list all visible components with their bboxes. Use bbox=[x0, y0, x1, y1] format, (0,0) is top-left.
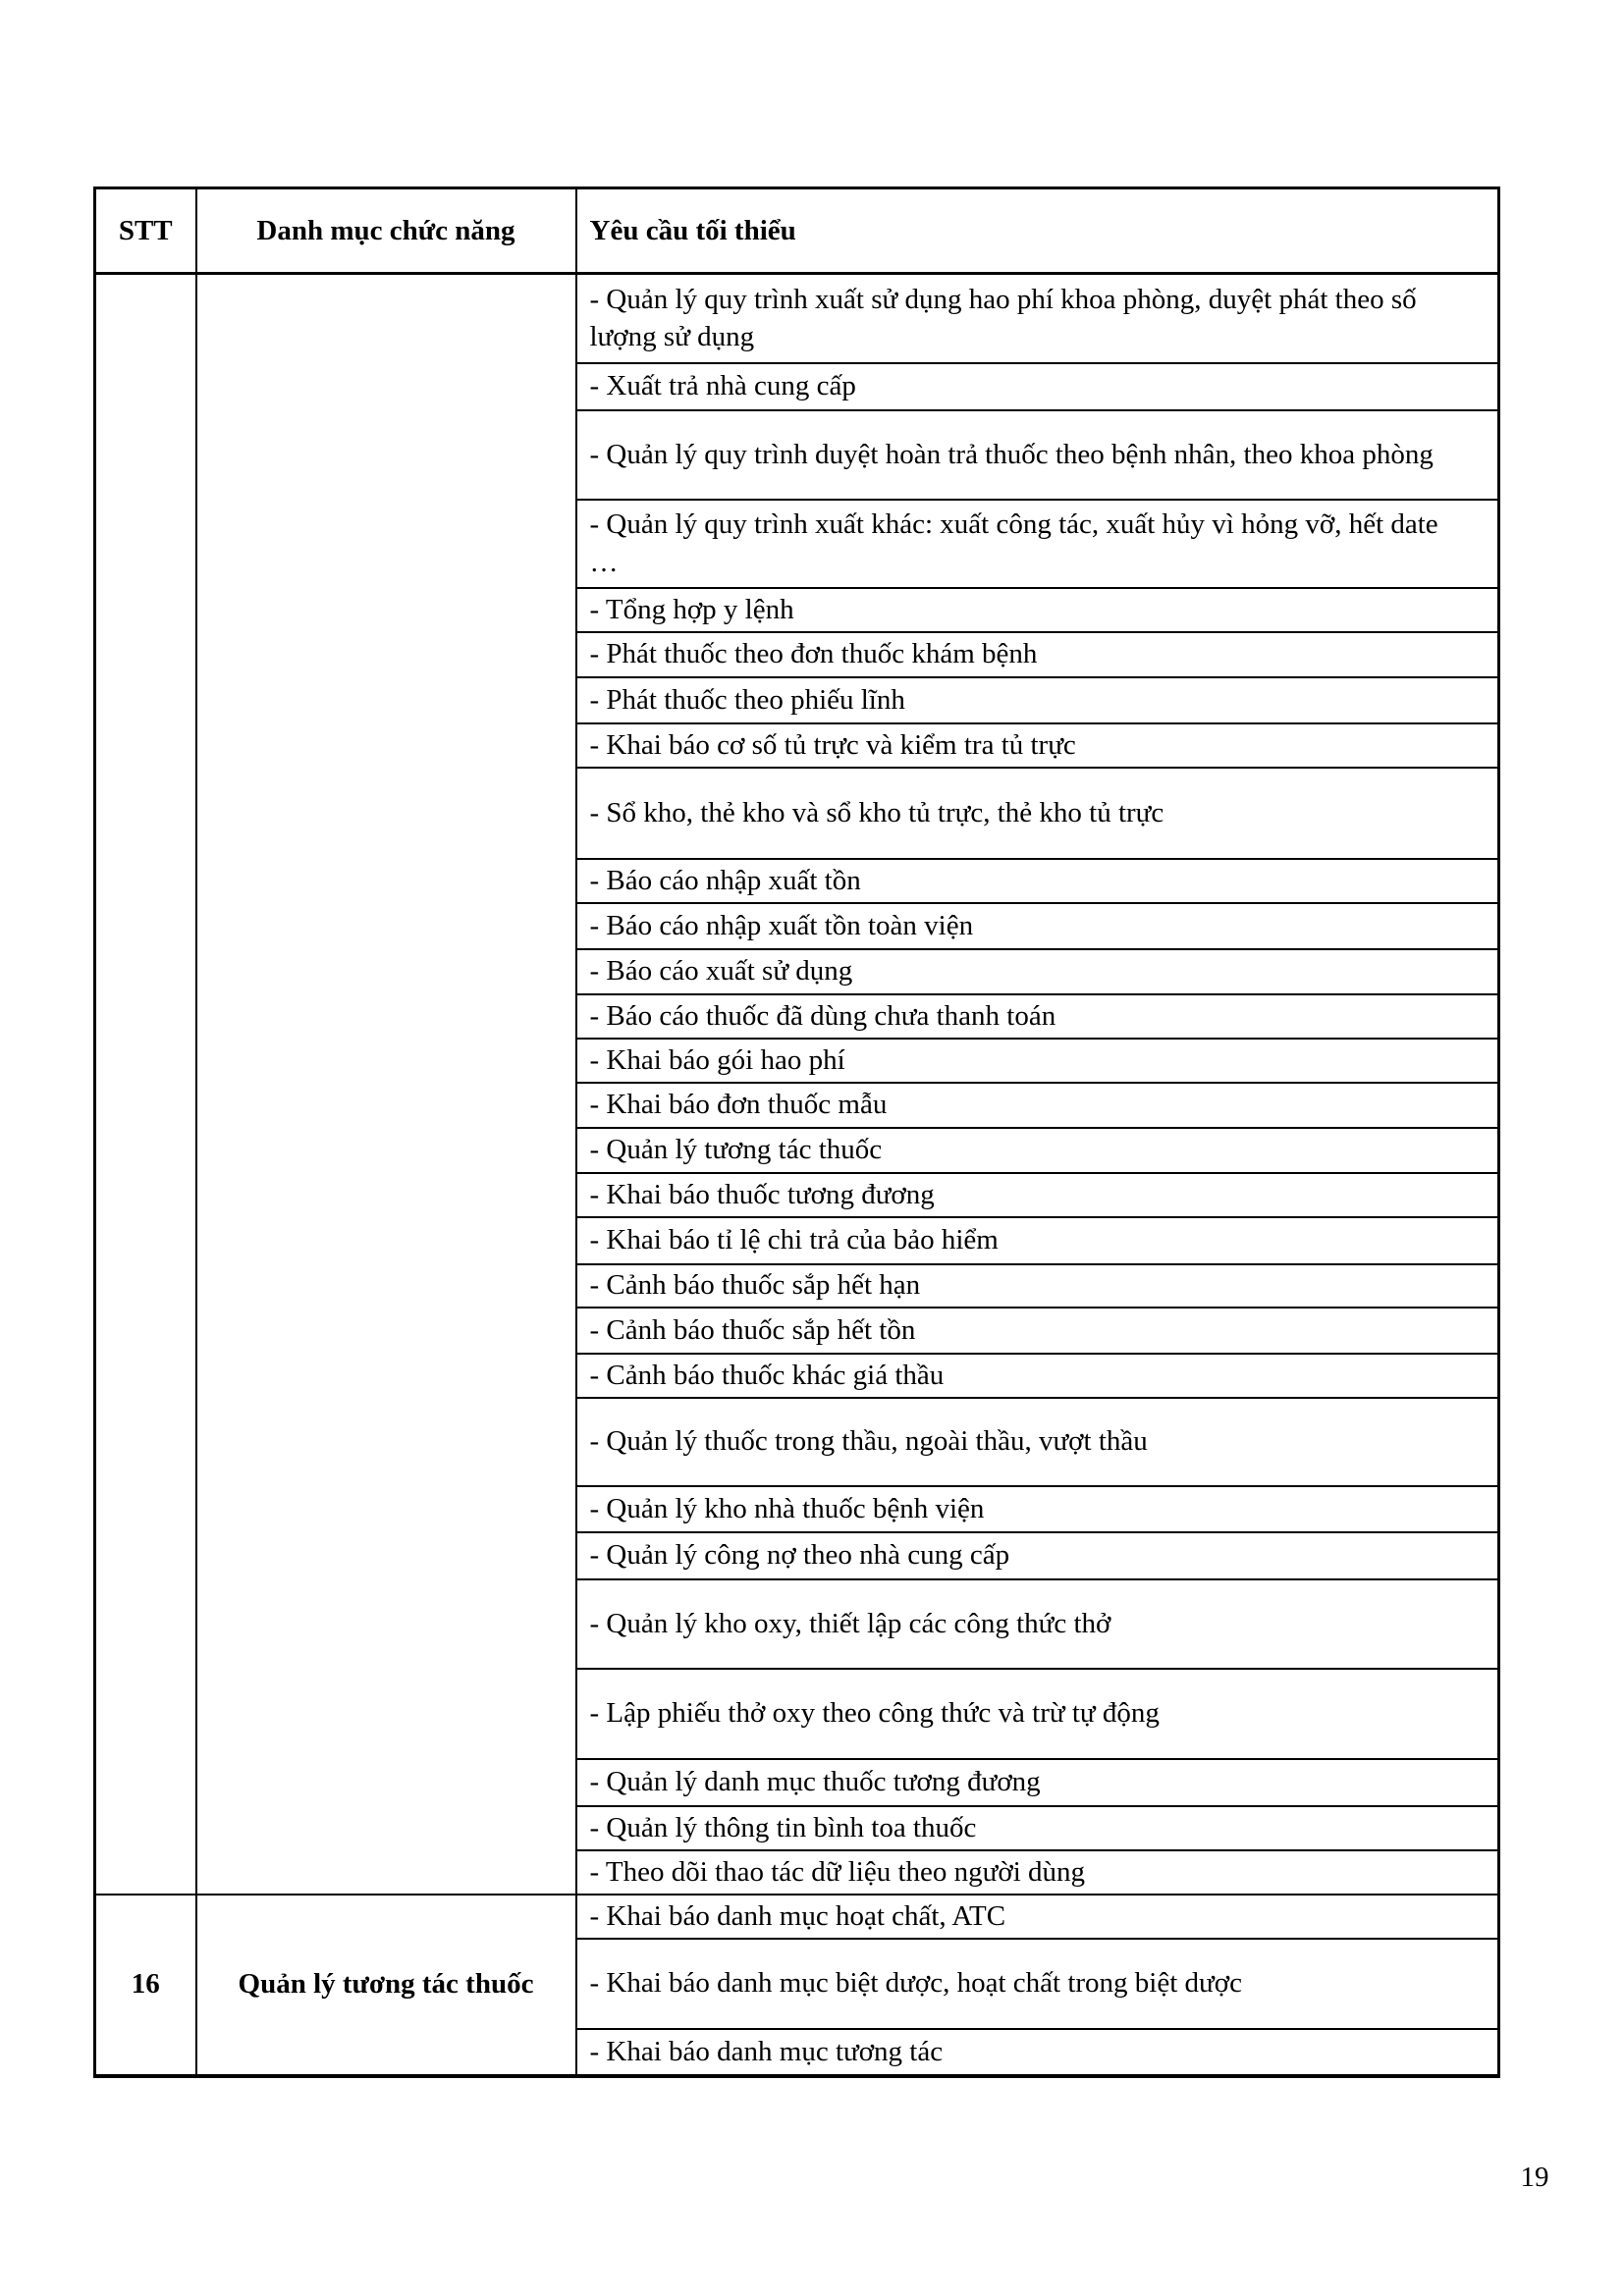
requirement-cell: - Lập phiếu thở oxy theo công thức và trừ tự động bbox=[576, 1669, 1499, 1759]
requirement-cell: - Theo dõi thao tác dữ liệu theo người dùng bbox=[576, 1850, 1499, 1895]
requirement-cell: - Quản lý kho oxy, thiết lập các công thức thở bbox=[576, 1579, 1499, 1669]
requirement-cell: - Quản lý quy trình duyệt hoàn trả thuốc theo bệnh nhân, theo khoa phòng bbox=[576, 410, 1499, 500]
stt-cell: 16 bbox=[95, 1895, 196, 2076]
header-cell-stt: STT bbox=[95, 188, 196, 274]
function-requirements-table bbox=[93, 187, 1500, 2078]
requirement-cell: - Xuất trả nhà cung cấp bbox=[576, 363, 1499, 410]
requirement-cell: - Cảnh báo thuốc sắp hết hạn bbox=[576, 1264, 1499, 1308]
header-cell-category: Danh mục chức năng bbox=[196, 188, 576, 274]
requirement-cell: - Báo cáo thuốc đã dùng chưa thanh toán bbox=[576, 994, 1499, 1039]
requirement-cell: - Phát thuốc theo phiếu lĩnh bbox=[576, 677, 1499, 723]
table-row bbox=[95, 274, 1499, 363]
page-number: 19 bbox=[1520, 2162, 1549, 2193]
requirement-cell: - Quản lý tương tác thuốc bbox=[576, 1128, 1499, 1173]
requirement-cell: - Phát thuốc theo đơn thuốc khám bệnh bbox=[576, 632, 1499, 677]
requirement-cell: - Quản lý quy trình xuất khác: xuất công tác, xuất hủy vì hỏng vỡ, hết date … bbox=[576, 500, 1499, 588]
requirement-cell: - Quản lý thuốc trong thầu, ngoài thầu, vượt thầu bbox=[576, 1398, 1499, 1486]
requirement-cell: - Khai báo thuốc tương đương bbox=[576, 1173, 1499, 1217]
requirement-cell: - Quản lý quy trình xuất sử dụng hao phí khoa phòng, duyệt phát theo số lượng sử dụng bbox=[576, 274, 1499, 363]
requirement-cell: - Khai báo đơn thuốc mẫu bbox=[576, 1083, 1499, 1128]
requirement-cell: - Quản lý thông tin bình toa thuốc bbox=[576, 1806, 1499, 1850]
requirement-cell: - Cảnh báo thuốc sắp hết tồn bbox=[576, 1308, 1499, 1354]
requirement-cell: - Khai báo cơ số tủ trực và kiểm tra tủ trực bbox=[576, 723, 1499, 768]
requirement-cell: - Báo cáo nhập xuất tồn bbox=[576, 859, 1499, 903]
table-row bbox=[95, 1895, 1499, 1939]
requirement-cell: - Cảnh báo thuốc khác giá thầu bbox=[576, 1354, 1499, 1398]
requirement-cell: - Quản lý kho nhà thuốc bệnh viện bbox=[576, 1486, 1499, 1532]
requirement-cell: - Quản lý danh mục thuốc tương đương bbox=[576, 1759, 1499, 1806]
requirement-cell: - Sổ kho, thẻ kho và sổ kho tủ trực, thẻ kho tủ trực bbox=[576, 768, 1499, 859]
header-cell-requirement: Yêu cầu tối thiểu bbox=[576, 188, 1499, 274]
table-header-row bbox=[95, 188, 1499, 274]
requirement-cell: - Khai báo danh mục tương tác bbox=[576, 2029, 1499, 2076]
requirement-cell: - Khai báo tỉ lệ chi trả của bảo hiểm bbox=[576, 1217, 1499, 1264]
requirement-cell: - Báo cáo xuất sử dụng bbox=[576, 949, 1499, 994]
requirement-cell: - Quản lý công nợ theo nhà cung cấp bbox=[576, 1532, 1499, 1579]
requirement-cell: - Khai báo danh mục biệt dược, hoạt chất trong biệt dược bbox=[576, 1939, 1499, 2029]
requirement-cell: - Khai báo gói hao phí bbox=[576, 1039, 1499, 1083]
category-cell: Quản lý tương tác thuốc bbox=[196, 1895, 576, 2076]
requirement-cell: - Báo cáo nhập xuất tồn toàn viện bbox=[576, 903, 1499, 949]
stt-cell bbox=[95, 274, 196, 1895]
requirement-cell: - Khai báo danh mục hoạt chất, ATC bbox=[576, 1895, 1499, 1939]
requirement-cell: - Tổng hợp y lệnh bbox=[576, 588, 1499, 632]
category-cell bbox=[196, 274, 576, 1895]
table-body bbox=[95, 274, 1499, 2076]
